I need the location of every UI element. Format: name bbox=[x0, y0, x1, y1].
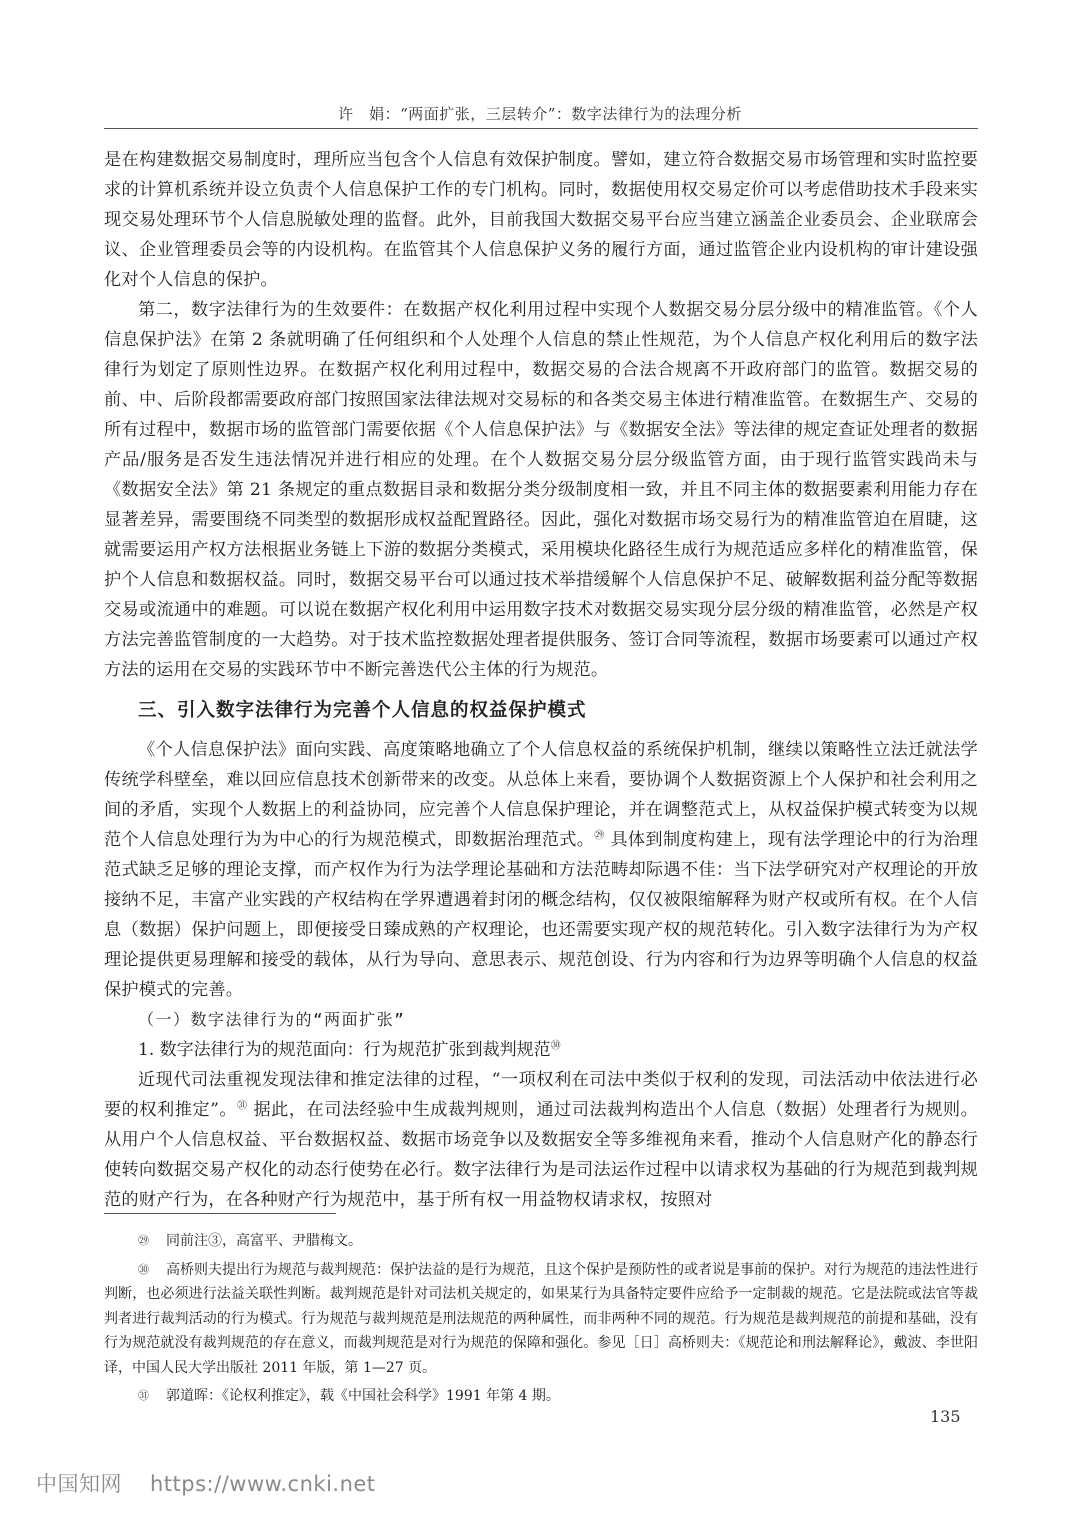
cnki-watermark bbox=[36, 1468, 376, 1498]
footnote-divider bbox=[104, 1213, 336, 1214]
footnote-number: ㉚ bbox=[138, 1262, 149, 1276]
footnote-29 bbox=[104, 1229, 978, 1254]
footnote-text: 同前注③，高富平、尹腊梅文。 bbox=[166, 1233, 362, 1249]
footnote-ref-31[interactable]: ㉛ bbox=[237, 1100, 248, 1112]
footnotes bbox=[104, 1229, 978, 1413]
subsubsection-heading-text: 1. 数字法律行为的规范面向：行为规范扩张到裁判规范 bbox=[138, 1040, 551, 1060]
footnote-ref-29[interactable]: ㉙ bbox=[594, 830, 605, 842]
subsubsection-heading bbox=[138, 1035, 978, 1065]
paragraph-3-text-a: 《个人信息保护法》面向实践、高度策略地确立了个人信息权益的系统保护机制，继续以策略性立法迁就法学传统学科壁垒，难以回应信息技术创新带来的改变。从总体上来看，要协调个人数据资源上个人保护和社会利用之间的矛盾，实现个人数据上的利益协同，应完善个人信息保护理论，并在调整范式上，从权益保护模式转变为以规范个人信息处理行为为中心的行为规范模式，即数据治理范式。 bbox=[104, 740, 978, 850]
watermark-url[interactable]: https://www.cnki.net bbox=[150, 1472, 376, 1496]
header-divider bbox=[104, 128, 978, 129]
paragraph-4-text-b: 据此，在司法经验中生成裁判规则，通过司法裁判构造出个人信息（数据）处理者行为规则。从用户个人信息权益、平台数据权益、数据市场竞争以及数据安全等多维视角来看，推动个人信息财产化的静态行使转向数据交易产权化的动态行使势在必行。数字法律行为是司法运作过程中以请求权为基础的行为规范到裁判规范的财产行为，在各种财产行为规范中，基于所有权一用益物权请求权，按照对 bbox=[104, 1100, 979, 1210]
running-header: 许 娟：“两面扩张，三层转介”：数字法律行为的法理分析 bbox=[338, 105, 742, 123]
subsection-heading: （一）数字法律行为的“两面扩张” bbox=[138, 1010, 406, 1029]
footnote-text: 高桥则夫提出行为规范与裁判规范：保护法益的是行为规范，且这个保护是预防性的或者说是事前的保护。对行为规范的违法性进行判断，也必须进行法益关联性判断。裁判规范是针对司法机关规定的，如果某行为具备特定要件应给予一定制裁的规范。它是法院或法官等裁判者进行裁判活动的行为模式。行为规范与裁判规范是刑法规范的两种属性，而非两种不同的规范。行为规范是裁判规范的前提和基础，没有行为规范就没有裁判规范的存在意义，而裁判规范是对行为规范的保障和强化。参见［日］高桥则夫：《规范论和刑法解释论》，戴波、李世阳译，中国人民大学出版社 2011 年版，第 1—27 页。 bbox=[104, 1261, 978, 1376]
paragraph-3-text-b: 具体到制度构建上，现有法学理论中的行为治理范式缺乏足够的理论支撑，而产权作为行为法学理论基础和方法范畴却际遇不佳：当下法学研究对产权理论的开放接纳不足，丰富产业实践的产权结构在学界遭遇着封闭的概念结构，仅仅被限缩解释为财产权或所有权。在个人信息（数据）保护问题上，即便接受日臻成熟的产权理论，也还需要实现产权的规范转化。引入数字法律行为为产权理论提供更易理解和接受的载体，从行为导向、意思表示、规范创设、行为内容和行为边界等明确个人信息的权益保护模式的完善。 bbox=[104, 830, 979, 1000]
paragraph-2: 第二，数字法律行为的生效要件：在数据产权化利用过程中实现个人数据交易分层分级中的精准监管。《个人信息保护法》在第 2 条就明确了任何组织和个人处理个人信息的禁止性规范，为个人信息产权化利用后的数字法律行为划定了原则性边界。在数据产权化利用过程中，数据交易的合法合规离不开政府部门的监管。数据交易的前、中、后阶段都需要政府部门按照国家法律法规对交易标的和各类交易主体进行精准监管。在数据生产、交易的所有过程中，数据市场的监管部门需要依据《个人信息保护法》与《数据安全法》等法律的规定查证处理者的数据产品/服务是否发生违法情况并进行相应的处理。在个人数据交易分层分级监管方面，由于现行监管实践尚未与《数据安全法》第 21 条规定的重点数据目录和数据分类分级制度相一致，并且不同主体的数据要素利用能力存在显著差异，需要围绕不同类型的数据形成权益配置路径。因此，强化对数据市场交易行为的精准监管迫在眉睫，这就需要运用产权方法根据业务链上下游的数据分类模式，采用模块化路径生成行为规范适应多样化的精准监管，保护个人信息和数据权益。同时，数据交易平台可以通过技术举措缓解个人信息保护不足、破解数据利益分配等数据交易或流通中的难题。可以说在数据产权化利用中运用数字技术对数据交易实现分层分级的精准监管，必然是产权方法完善监管制度的一大趋势。对于技术监控数据处理者提供服务、签订合同等流程，数据市场要素可以通过产权方法的运用在交易的实践环节中不断完善迭代公主体的行为规范。 bbox=[104, 300, 978, 680]
paragraph-4-text-a: 近现代司法重视发现法律和推定法律的过程，“一项权利在司法中类似于权利的发现，司法活动中依法进行必要的权利推定”。 bbox=[104, 1070, 978, 1120]
footnote-number: ㉛ bbox=[138, 1389, 149, 1402]
footnote-31 bbox=[104, 1384, 978, 1409]
footnote-30 bbox=[104, 1258, 978, 1381]
watermark-brand: 中国知网 bbox=[36, 1472, 122, 1496]
paragraph-4 bbox=[104, 1065, 978, 1215]
page-number: 135 bbox=[930, 1407, 961, 1426]
paragraph-1: 是在构建数据交易制度时，理所应当包含个人信息有效保护制度。譬如，建立符合数据交易市场管理和实时监控要求的计算机系统并设立负责个人信息保护工作的专门机构。同时，数据使用权交易定价可以考虑借助技术手段来实现交易处理环节个人信息脱敏处理的监督。此外，目前我国大数据交易平台应当建立涵盖企业委员会、企业联席会议、企业管理委员会等的内设机构。在监管其个人信息保护义务的履行方面，通过监管企业内设机构的审计建设强化对个人信息的保护。 bbox=[104, 150, 978, 290]
paragraph-3 bbox=[104, 735, 978, 1005]
footnote-text: 郭道晖：《论权利推定》，载《中国社会科学》1991 年第 4 期。 bbox=[166, 1388, 560, 1404]
footnote-number: ㉙ bbox=[138, 1234, 149, 1247]
section-heading: 三、引入数字法律行为完善个人信息的权益保护模式 bbox=[138, 700, 587, 721]
footnote-ref-30[interactable]: ㉚ bbox=[550, 1040, 561, 1052]
article-body bbox=[104, 145, 978, 1215]
